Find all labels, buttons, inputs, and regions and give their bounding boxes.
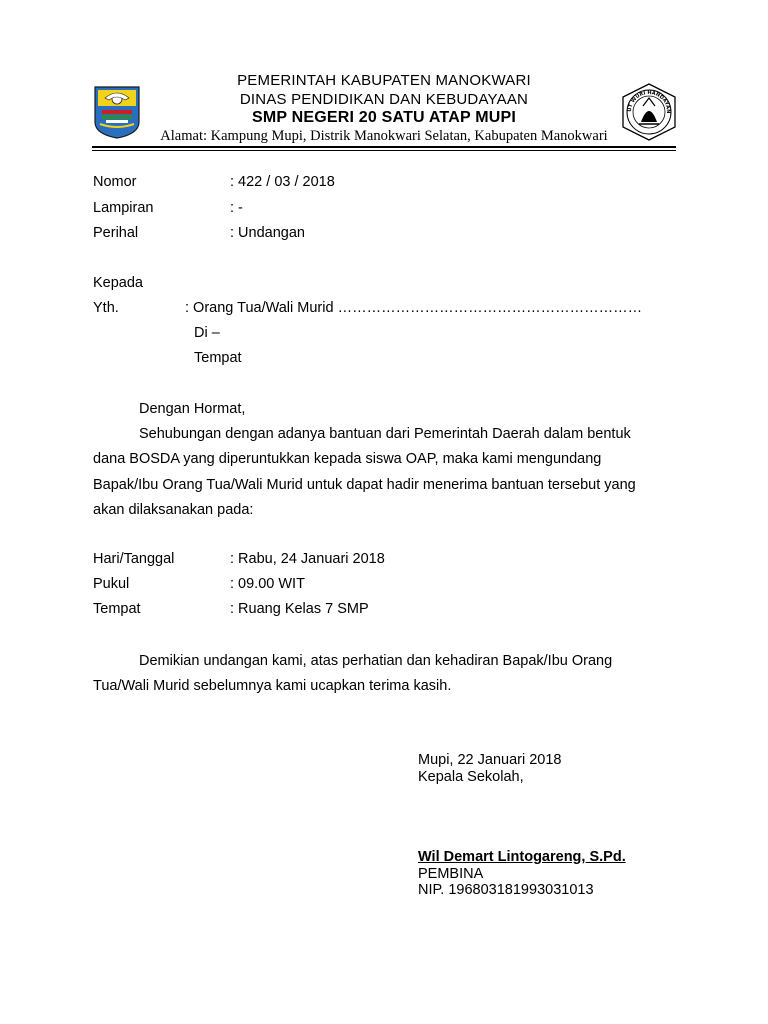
nomor-value: : 422 / 03 / 2018 — [230, 174, 335, 190]
signature-place-date: Mupi, 22 Januari 2018 — [418, 752, 562, 768]
body-paragraph — [93, 422, 675, 523]
kepada-label: Kepada — [93, 275, 143, 291]
di-label: Di – — [194, 325, 220, 341]
hari-label: Hari/Tanggal — [93, 551, 175, 567]
letterhead-school: SMP NEGERI 20 SATU ATAP MUPI — [251, 109, 516, 126]
closing-line-2: Tua/Wali Murid sebelumnya kami ucapkan terima kasih. — [93, 678, 452, 695]
pukul-value: : 09.00 WIT — [230, 576, 305, 592]
perihal-value: : Undangan — [230, 225, 305, 241]
yth-label: Yth. — [93, 300, 119, 316]
body-line-4: akan dilaksanakan pada: — [93, 501, 254, 518]
letterhead-divider — [92, 146, 676, 148]
lampiran-label: Lampiran — [93, 200, 154, 216]
tempat-label: Tempat — [194, 350, 242, 366]
letterhead-department: DINAS PENDIDIKAN DAN KEBUDAYAAN — [239, 91, 529, 108]
body-line-1: Sehubungan dengan adanya bantuan dari Pemerintah Daerah dalam bentuk — [139, 426, 631, 442]
nomor-label: Nomor — [93, 174, 137, 190]
signature-rank: PEMBINA — [418, 866, 484, 882]
signature-nip: NIP. 196803181993031013 — [418, 882, 594, 898]
lampiran-value: : - — [230, 200, 243, 216]
body-line-2: dana BOSDA yang diperuntukkan kepada siswa OAP, maka kami mengundang — [93, 451, 602, 468]
tempat-event-label: Tempat — [93, 601, 141, 617]
hari-value: : Rabu, 24 Januari 2018 — [230, 551, 385, 567]
letterhead-address: Alamat: Kampung Mupi, Distrik Manokwari Selatan, Kabupaten Manokwari — [160, 128, 608, 144]
emblem-motto-text: UT WURI HANDAYAN — [626, 89, 672, 114]
letterhead-government: PEMERINTAH KABUPATEN MANOKWARI — [237, 72, 531, 89]
closing-line-1: Demikian undangan kami, atas perhatian dan kehadiran Bapak/Ibu Orang — [139, 653, 613, 669]
yth-value: : Orang Tua/Wali Murid ……………………………………………………… — [185, 300, 643, 316]
closing-paragraph — [93, 649, 675, 700]
perihal-label: Perihal — [93, 225, 139, 241]
letterhead-divider-thin — [92, 150, 676, 151]
pukul-label: Pukul — [93, 576, 130, 592]
signature-name: Wil Demart Lintogareng, S.Pd. — [418, 849, 626, 865]
tempat-event-value: : Ruang Kelas 7 SMP — [230, 601, 369, 617]
greeting: Dengan Hormat, — [139, 401, 246, 417]
signature-role: Kepala Sekolah, — [418, 769, 524, 785]
body-line-3: Bapak/Ibu Orang Tua/Wali Murid untuk dapat hadir menerima bantuan tersebut yang — [93, 476, 636, 493]
